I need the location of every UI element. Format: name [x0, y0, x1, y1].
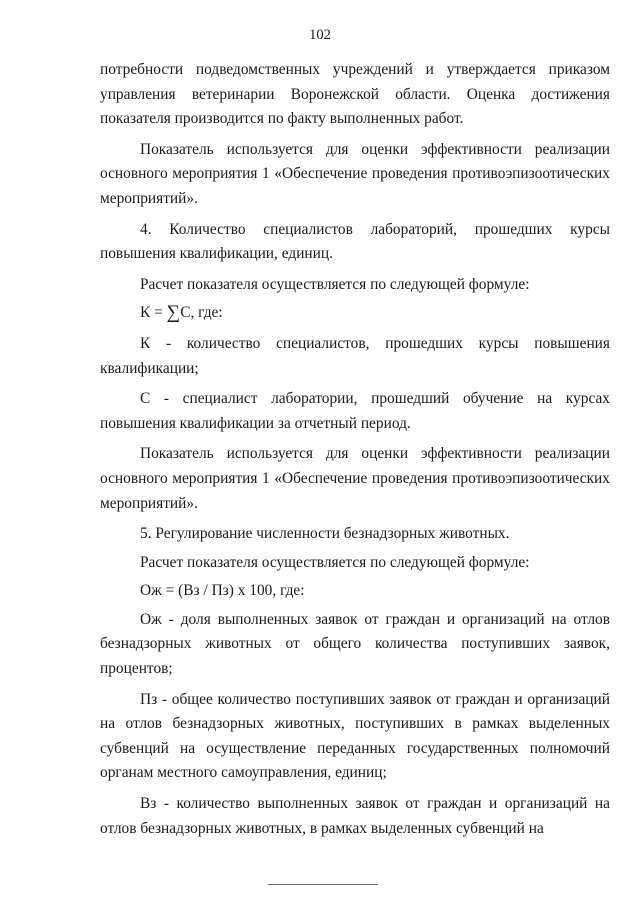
paragraph-indicator-4-title: 4. Количество специалистов лабораторий, прошедших курсы повышения квалификации, единиц.	[100, 220, 610, 263]
paragraph-definition-oj: Ож - доля выполненных заявок от граждан и организаций на отлов безнадзорных животных от общего количества поступивших заявок, процентов;	[100, 610, 610, 678]
paragraph-continuation: потребности подведомственных учреждений и утверждается приказом управления ветеринарии Воронежской области. Оценка достижения показателя производится по факту выполненных работ.	[100, 61, 610, 128]
paragraph-indicator-5-title: 5. Регулирование численности безнадзорных животных.	[140, 525, 510, 543]
paragraph-formula-intro-1: Расчет показателя осуществляется по следующей формуле:	[140, 275, 530, 293]
paragraph-indicator-usage-1: Показатель используется для оценки эффективности реализации основного мероприятия 1 «Обеспечение проведения противоэпизоотических мероприятий».	[100, 140, 610, 207]
page-number: 102	[309, 27, 331, 43]
document-body	[100, 58, 610, 847]
footer-rule	[268, 884, 378, 885]
sigma-symbol: ∑	[166, 302, 181, 324]
paragraph-definition-pz: Пз - общее количество поступивших заявок от граждан и организаций на отлов безнадзорных животных, поступивших в рамках выделенных субвенций на осуществление переданных государственных полномочий органам местного самоуправления, единиц;	[100, 690, 610, 782]
formula-k-lhs: К =	[140, 304, 167, 322]
paragraph-formula-intro-2: Расчет показателя осуществляется по следующей формуле:	[140, 553, 530, 571]
paragraph-definition-c: С - специалист лаборатории, прошедший обучение на курсах повышения квалификации за отчетный период.	[100, 390, 610, 432]
paragraph-definition-vz: Вз - количество выполненных заявок от граждан и организаций на отлов безнадзорных животных, в рамках выделенных субвенций на	[100, 795, 610, 837]
formula-k	[100, 301, 610, 326]
paragraph-definition-k: К - количество специалистов, прошедших курсы повышения квалификации;	[100, 334, 610, 377]
paragraph-indicator-usage-2: Показатель используется для оценки эффективности реализации основного мероприятия 1 «Обеспечение проведения противоэпизоотических мероприятий».	[100, 445, 610, 512]
formula-k-rhs: С, где:	[180, 304, 223, 322]
formula-oj: Ож = (Вз / Пз) х 100, где:	[140, 582, 305, 600]
